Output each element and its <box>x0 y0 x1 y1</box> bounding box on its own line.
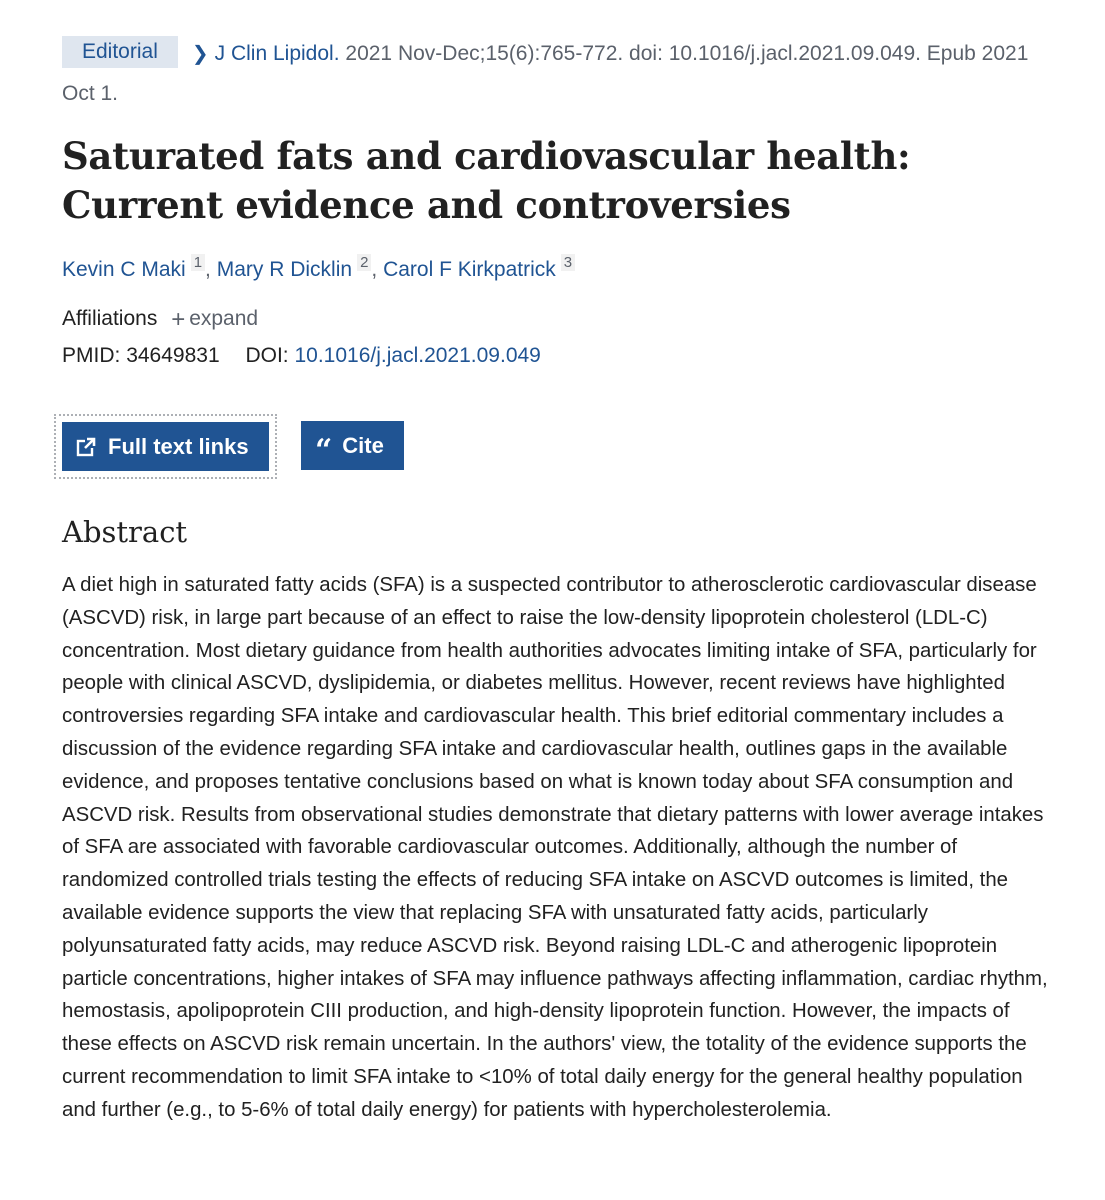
affiliation-number[interactable]: 3 <box>561 254 575 271</box>
cite-button[interactable] <box>301 421 404 470</box>
abstract-text: A diet high in saturated fatty acids (SFA) is a suspected contributor to atherosclerotic cardiovascular disease (ASCVD) risk, in large part because of an effect to raise the low-density lipoprotein cholesterol (LDL-C) concentration. Most dietary guidance from health authorities advocates limiting intake of SFA, particularly for people with clinical ASCVD, dyslipidemia, or diabetes mellitus. However, recent reviews have highlighted controversies regarding SFA intake and cardiovascular health. This brief editorial commentary includes a discussion of the evidence regarding SFA intake and cardiovascular health, outlines gaps in the available evidence, and proposes tentative conclusions based on what is known today about SFA consumption and ASCVD risk. Results from observational studies demonstrate that dietary patterns with lower average intakes of SFA are associated with favorable cardiovascular outcomes. Additionally, although the number of randomized controlled trials testing the effects of reducing SFA intake on ASCVD outcomes is limited, the available evidence supports the view that replacing SFA with unsaturated fatty acids, particularly polyunsaturated fatty acids, may reduce ASCVD risk. Beyond raising LDL-C and atherogenic lipoprotein particle concentrations, higher intakes of SFA may influence pathways affecting inflammation, cardiac rhythm, hemostasis, apolipoprotein CIII production, and high-density lipoprotein function. However, the impacts of these effects on ASCVD risk remain uncertain. In the authors' view, the totality of the evidence supports the current recommendation to limit SFA intake to <10% of total daily energy for the general healthy population and further (e.g., to 5-6% of total daily energy) for patients with hypercholesterolemia. <box>62 574 1048 1121</box>
doi-link[interactable]: 10.1016/j.jacl.2021.09.049 <box>294 344 541 367</box>
external-link-icon <box>76 437 96 457</box>
author-separator: , <box>205 258 217 281</box>
author-link[interactable]: Mary R Dicklin <box>216 258 353 281</box>
article-type-badge: Editorial <box>62 36 178 68</box>
citation-line <box>62 34 1062 114</box>
affiliation-number[interactable]: 1 <box>191 254 205 271</box>
author-separator: , <box>371 258 384 281</box>
journal-link[interactable]: J Clin Lipidol. <box>214 42 340 65</box>
pmid-label: PMID: <box>62 344 121 367</box>
full-text-links-focus-ring <box>54 414 277 479</box>
citation-details: 2021 Nov-Dec;15(6):765-772. doi: 10.1016/j.jacl.2021.09.049. <box>345 42 921 65</box>
cite-label: Cite <box>342 432 384 458</box>
doi-label: DOI: <box>245 344 289 367</box>
affiliations-row <box>62 303 258 336</box>
author-list <box>62 254 575 286</box>
full-text-links-label: Full text links <box>108 433 249 459</box>
epub-date: Epub 2021 Oct 1. <box>62 42 1029 105</box>
author-link[interactable]: Carol F Kirkpatrick <box>383 258 556 281</box>
affiliation-number[interactable]: 2 <box>357 254 371 271</box>
expand-label: expand <box>189 307 259 330</box>
author-link[interactable]: Kevin C Maki <box>62 258 186 281</box>
quote-icon: “ <box>315 432 333 468</box>
plus-icon: + <box>171 306 186 333</box>
affiliations-label: Affiliations <box>62 307 158 330</box>
chevron-right-icon: ❯ <box>191 43 209 65</box>
affiliations-expand-toggle[interactable] <box>171 306 259 333</box>
article-title: Saturated fats and cardiovascular health: Current evidence and controversies <box>62 134 911 227</box>
pmid-value: 34649831 <box>126 344 220 367</box>
identifiers-row <box>62 340 541 372</box>
full-text-links-button[interactable] <box>62 422 269 471</box>
abstract-heading: Abstract <box>62 515 188 549</box>
